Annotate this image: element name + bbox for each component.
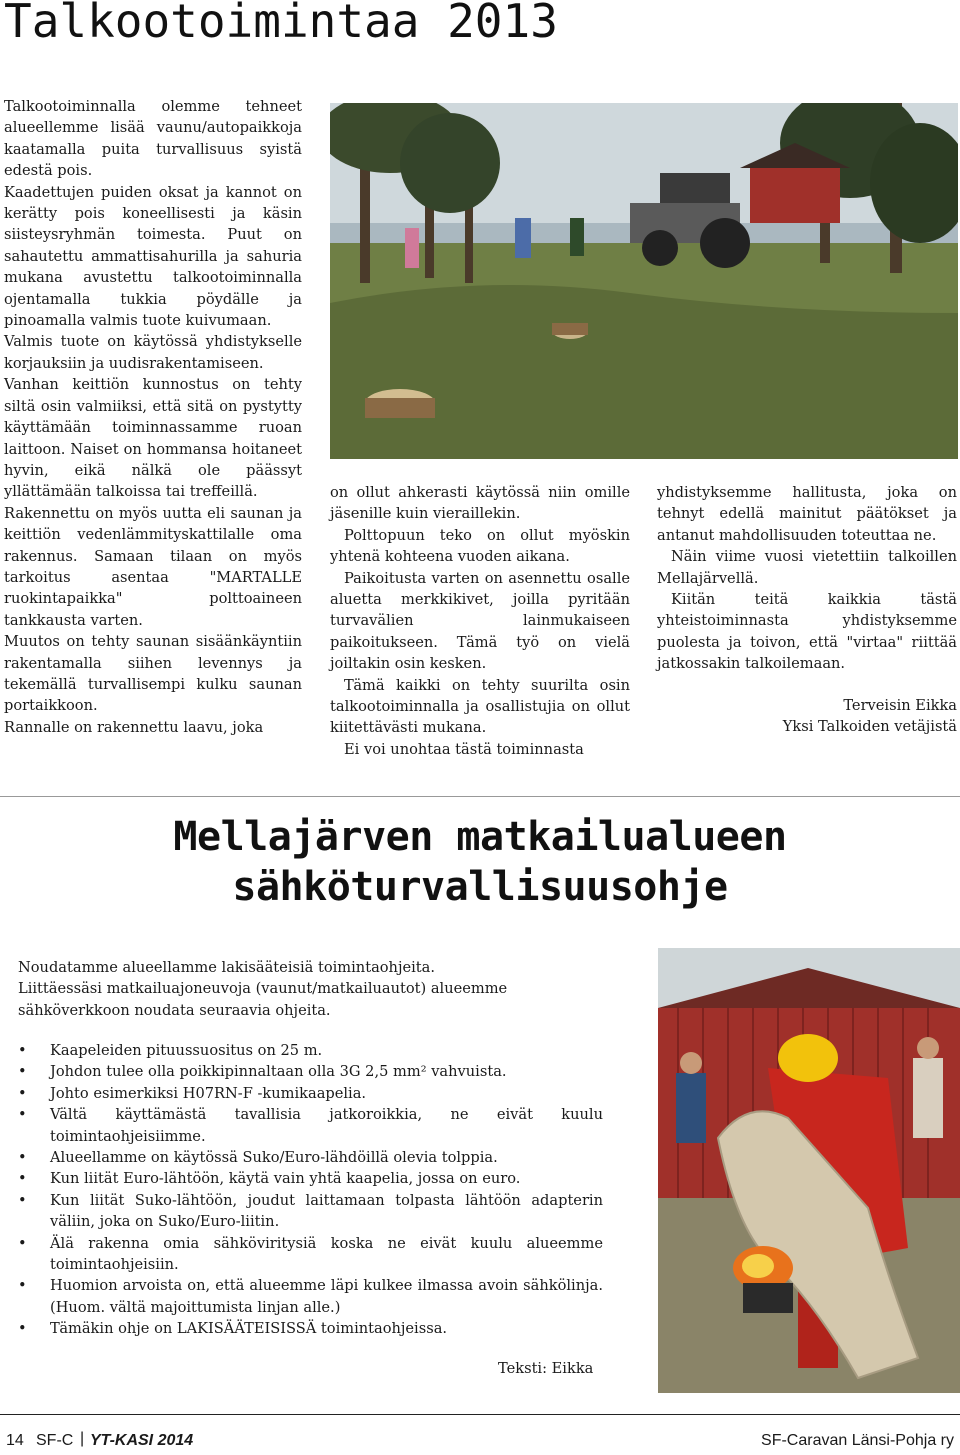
- photo-forest-clearing: [330, 103, 958, 459]
- intro-line-2: Liittäessäsi matkailuajoneuvoja (vaunut/matkailuautot) alueemme sähköverkkoon noudata seuraavia ohjeita.: [18, 980, 508, 1019]
- paragraph: Muutos on tehty saunan sisäänkäyntiin rakentamalla siihen levennys ja tekemällä turvallisempi kulku saunan portaikkoon.: [4, 633, 302, 715]
- list-item: • Kaapeleiden pituussuositus on 25 m.: [18, 1040, 603, 1061]
- list-item: • Johto esimerkiksi H07RN-F -kumikaapelia.: [18, 1083, 603, 1104]
- article-title: Talkootoimintaa 2013: [4, 0, 558, 48]
- bullet-icon: •: [18, 1191, 27, 1209]
- paragraph: Tämä kaikki on tehty suurilta osin talkootoiminnalla ja osallistujia on ollut kiitettävästi mukana.: [330, 676, 630, 737]
- section-divider: [0, 796, 960, 797]
- bullet-icon: •: [18, 1042, 27, 1059]
- list-item: • Huomion arvoista on, että alueemme läpi kulkee ilmassa avoin sähkölinja. (Huom. vältä majoittumista linjan alle.): [18, 1277, 603, 1316]
- paragraph: Kiitän teitä kaikkia tästä yhteistoiminnasta yhdistyksemme puolesta ja toivon, että "virtaa" riittää jatkossakin talkoilemaan.: [657, 591, 957, 673]
- author-credit: Teksti: Eikka: [498, 1360, 594, 1377]
- bullet-icon: •: [18, 1170, 27, 1188]
- publication-name: SF-C: [36, 1432, 74, 1449]
- issue-name: YT-KASI 2014: [90, 1432, 194, 1449]
- page-number: 14: [6, 1432, 24, 1449]
- signature-role: Yksi Talkoiden vetäjistä: [782, 718, 957, 736]
- signature-name: Terveisin Eikka: [843, 696, 957, 714]
- bullet-icon: •: [18, 1149, 27, 1167]
- list-item: • Tämäkin ohje on LAKISÄÄTEISISSÄ toimintaohjeissa.: [18, 1318, 603, 1339]
- paragraph: Talkootoiminnalla olemme tehneet alueellemme lisää vaunu/autopaikkoja kaatamalla puita turvallisuus syistä edestä pois.: [4, 98, 302, 180]
- paragraph: Paikoitusta varten on asennettu osalle aluetta merkkikivet, joilla pyritään turvavälien lainmukaiseen paikoitukseen. Tämä työ on vielä joiltakin osin kesken.: [330, 569, 630, 673]
- photo-fire-blanket-demo: [658, 948, 960, 1393]
- article-column-2: [330, 482, 630, 760]
- bullet-icon: •: [18, 1234, 27, 1252]
- bullet-icon: •: [18, 1084, 27, 1102]
- safety-intro: [18, 957, 608, 1021]
- paragraph: yhdistyksemme hallitusta, joka on tehnyt edellä mainitut päätökset ja antanut mahdollisuuden toteuttaa ne.: [657, 484, 957, 544]
- list-item: • Kun liität Euro-lähtöön, käytä vain yhtä kaapelia, jossa on euro.: [18, 1168, 603, 1189]
- list-item: • Alueellamme on käytössä Suko/Euro-lähdöillä olevia tolppia.: [18, 1147, 603, 1168]
- footer-separator: |: [80, 1430, 85, 1447]
- page-footer: [0, 1414, 960, 1455]
- article-column-1: [4, 96, 302, 738]
- bullet-icon: •: [18, 1106, 27, 1124]
- paragraph: Rannalle on rakennettu laavu, joka: [4, 718, 264, 736]
- bullet-icon: •: [18, 1320, 27, 1338]
- organization-name: SF-Caravan Länsi-Pohja ry: [761, 1432, 954, 1449]
- list-item: • Älä rakenna omia sähköviritysiä koska ne eivät kuulu alueemme toimintaohjeisiin.: [18, 1234, 603, 1274]
- list-item: • Vältä käyttämästä tavallisia jatkoroikkia, ne eivät kuulu toimintaohjeisiimme.: [18, 1106, 603, 1145]
- paragraph: Ei voi unohtaa tästä toiminnasta: [344, 740, 584, 758]
- safety-rules-list: [18, 1040, 603, 1340]
- paragraph: on ollut ahkerasti käytössä niin omille jäsenille kuin vieraillekin.: [330, 484, 630, 523]
- article-column-3: [657, 482, 957, 737]
- paragraph: Polttopuun teko on ollut myöskin yhtenä kohteena vuoden aikana.: [330, 526, 630, 566]
- section-title: Mellajärven matkailualueen sähköturvallisuusohje: [173, 814, 787, 910]
- paragraph: Rakennettu on myös uutta eli saunan ja keittiön vedenlämmityskattilalle oma rakennus. Samaan tilaan on myös tarkoitus asentaa "MARTALLE ruokintapaikka" polttoaineen tankkausta varten.: [4, 504, 302, 629]
- paragraph: Vanhan keittiön kunnostus on tehty siltä osin valmiiksi, että sitä on pystytty käyttämään toiminnassamme ruoan laittoon. Naiset on hommansa hoitaneet hyvin, eikä nälkä ole päässyt yllättämään talkoissa tai treffeillä.: [4, 376, 302, 501]
- bullet-icon: •: [18, 1277, 27, 1295]
- list-item: • Johdon tulee olla poikkipinnaltaan olla 3G 2,5 mm² vahvuista.: [18, 1061, 603, 1082]
- paragraph: Näin viime vuosi vietettiin talkoillen Mellajärvellä.: [657, 548, 957, 587]
- list-item: • Kun liität Suko-lähtöön, joudut laittamaan tolpasta lähtöön adapterin väliin, joka on Suko/Euro-liitin.: [18, 1191, 603, 1231]
- bullet-icon: •: [18, 1063, 27, 1081]
- paragraph: Kaadettujen puiden oksat ja kannot on kerätty pois koneellisesti ja käsin siisteysryhmän toimesta. Puut on sahautettu ammattisahurilla ja sahuria mukana avustettu talkootoiminnalla ojentamalla tukkia pöydälle ja pinoamalla valmis tuote kuivumaan.: [4, 183, 302, 330]
- paragraph: Valmis tuote on käytössä yhdistykselle korjauksiin ja uudisrakentamiseen.: [4, 333, 302, 372]
- intro-line-1: Noudatamme alueellamme lakisääteisiä toimintaohjeita.: [18, 959, 435, 976]
